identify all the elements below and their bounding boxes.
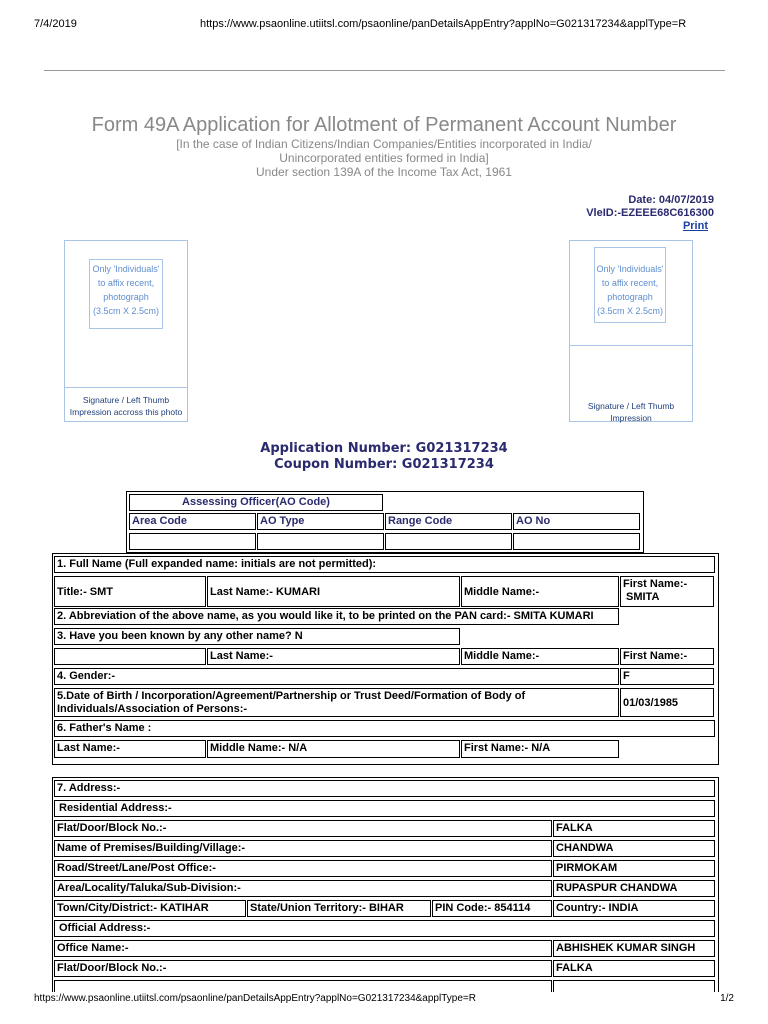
full-name-heading: 1. Full Name (Full expanded name: initials are not permitted): [54,556,715,573]
print-url: https://www.psaonline.utiitsl.com/psaonline/panDetailsAppEntry?applNo=G021317234&applType=R [200,18,687,30]
abbreviation-field: 2. Abbreviation of the above name, as you would like it, to be printed on the PAN card:- SMITA KUMARI [54,608,619,625]
ao-heading: Assessing Officer(AO Code) [129,494,383,511]
other-middle-name: Middle Name:- [461,648,619,665]
res-flat-value: FALKA [553,820,715,837]
form-date: Date: 04/07/2019 [628,194,714,206]
ao-type: AO Type [257,513,384,530]
form-subtitle-1: [In the case of Indian Citizens/Indian Companies/Entities incorporated in India/ [176,137,592,151]
res-town: Town/City/District:- KATIHAR [54,900,246,917]
res-premises-value: CHANDWA [553,840,715,857]
vle-id: VleID:-EZEEE68C616300 [586,207,714,219]
ao-area-code-value [129,533,256,550]
last-name-field: Last Name:- KUMARI [207,576,460,607]
coupon-number: Coupon Number: G021317234 [274,457,494,472]
signature-caption-left: Signature / Left Thumb Impression accross this photo [65,387,187,418]
res-country: Country:- INDIA [553,900,715,917]
address-heading: 7. Address:- [54,780,715,797]
res-state: State/Union Territory:- BIHAR [247,900,431,917]
footer-url: https://www.psaonline.utiitsl.com/psaonline/panDetailsAppEntry?applNo=G021317234&applType=R [34,993,476,1004]
res-area-value: RUPASPUR CHANDWA [553,880,715,897]
off-next-value [553,980,715,992]
print-link[interactable]: Print [682,220,708,232]
father-name-heading: 6. Father's Name : [54,720,715,737]
first-name-field [620,576,714,607]
signature-area-right [570,345,692,423]
office-name-label: Office Name:- [54,940,552,957]
first-name-label: First Name:- [623,578,688,590]
off-flat-label: Flat/Door/Block No.:- [54,960,552,977]
photo-box-left [64,240,188,422]
father-last-name: Last Name:- [54,740,206,758]
ao-range-code-value [385,533,512,550]
print-date: 7/4/2019 [34,18,77,30]
photo-box-right [569,240,693,422]
ao-no: AO No [513,513,640,530]
ao-type-value [257,533,384,550]
middle-name-label: Middle Name:- [464,586,540,598]
ao-area-code: Area Code [129,513,256,530]
office-name-value: ABHISHEK KUMAR SINGH [553,940,715,957]
other-first-name: First Name:- [620,648,714,665]
other-title-field [54,648,206,665]
form-subtitle-2: Unincorporated entities formed in India] [279,151,489,165]
form-subtitle-3: Under section 139A of the Income Tax Act, 1961 [256,165,512,179]
off-flat-value: FALKA [553,960,715,977]
gender-value: F [620,668,714,685]
other-last-name: Last Name:- [207,648,460,665]
first-name-value: SMITA [626,591,660,603]
title-field: Title:- SMT [54,576,206,607]
ao-range-code: Range Code [385,513,512,530]
official-heading: Official Address:- [54,920,715,937]
ao-no-value [513,533,640,550]
middle-name-field [461,576,619,607]
res-flat-label: Flat/Door/Block No.:- [54,820,552,837]
res-area-label: Area/Locality/Taluka/Sub-Division:- [54,880,552,897]
res-road-value: PIRMOKAM [553,860,715,877]
dob-field: 5.Date of Birth / Incorporation/Agreement/Partnership or Trust Deed/Formation of Body of Individuals/Association of Persons:- [54,688,619,717]
photo-instruction-left: Only 'Individuals' to affix recent, photograph (3.5cm X 2.5cm) [89,259,163,329]
father-first-name: First Name:- N/A [461,740,619,758]
dob-value: 01/03/1985 [620,688,714,717]
gender-field: 4. Gender:- [54,668,619,685]
res-premises-label: Name of Premises/Building/Village:- [54,840,552,857]
residential-heading: Residential Address:- [54,800,715,817]
res-pin: PIN Code:- 854114 [432,900,552,917]
other-name-field: 3. Have you been known by any other name? N [54,628,460,645]
res-road-label: Road/Street/Lane/Post Office:- [54,860,552,877]
page-number: 1/2 [720,993,734,1004]
off-next-label [54,980,552,992]
form-title: Form 49A Application for Allotment of Permanent Account Number [91,114,677,136]
application-number: Application Number: G021317234 [260,441,508,456]
signature-caption-right: Signature / Left Thumb Impression [587,401,675,423]
photo-instruction-right: Only 'Individuals' to affix recent, photograph (3.5cm X 2.5cm) [594,247,666,323]
divider [44,70,725,71]
father-middle-name: Middle Name:- N/A [207,740,460,758]
